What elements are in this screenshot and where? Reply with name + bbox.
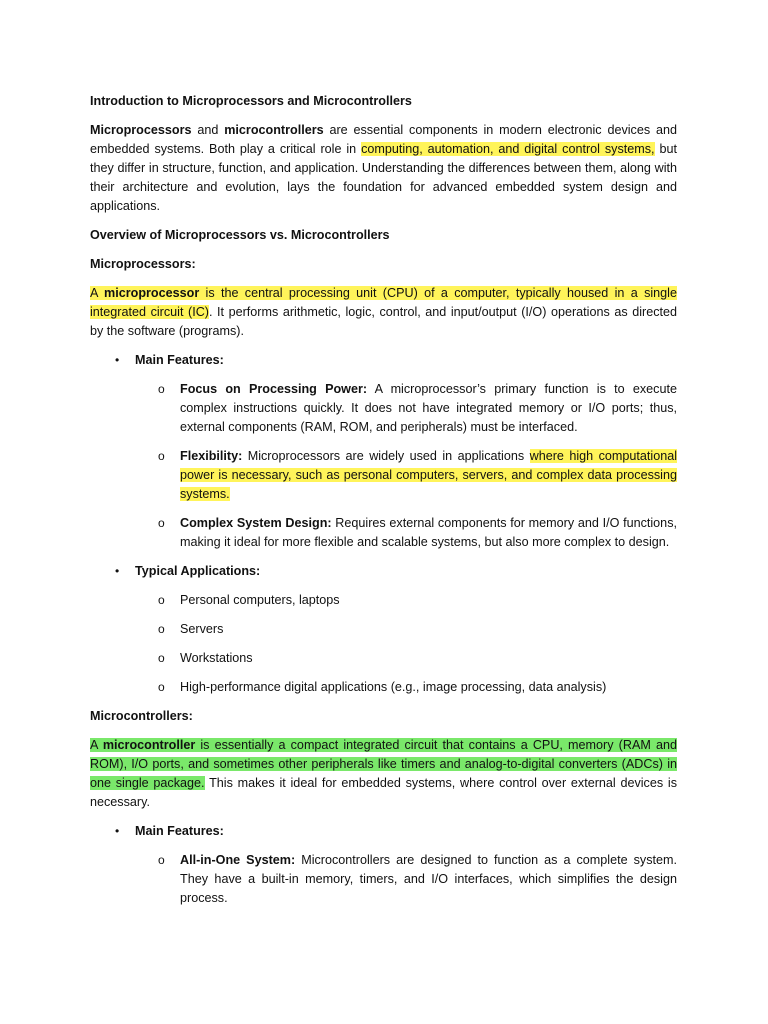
bullet-icon: •	[115, 564, 120, 578]
mp-feature-item: o Flexibility: Microprocessors are widely used in applications where high computational power is necessary, such as personal computers, servers, and complex data processing systems.	[158, 449, 678, 501]
overview-heading: Overview of Microprocessors vs. Microcontrollers	[90, 228, 390, 242]
circle-bullet-icon: o	[158, 449, 165, 463]
mp-main-features-label: Main Features:	[135, 353, 224, 367]
microcontroller-definition: A microcontroller is essentially a compact integrated circuit that contains a CPU, memory (RAM and ROM), I/O ports, and sometimes other peripherals like timers and analog-to-digital converters (ADCs) in one single package. This makes it ideal for embedded systems, where control over external devices is necessary.	[90, 738, 677, 809]
mp-app-item: o Servers	[90, 620, 677, 639]
bullet-icon: •	[115, 824, 120, 838]
mc-main-features-label: Main Features:	[135, 824, 224, 838]
doc-title: Introduction to Microprocessors and Microcontrollers	[90, 94, 412, 108]
microprocessor-definition-highlight: A microprocessor is the central processing unit (CPU) of a computer, typically housed in a single integrated circuit (IC)	[90, 286, 677, 319]
microcontrollers-heading: Microcontrollers:	[90, 709, 193, 723]
bullet-icon: •	[115, 353, 120, 367]
circle-bullet-icon: o	[158, 680, 165, 694]
mp-typical-apps-label: Typical Applications:	[135, 564, 261, 578]
circle-bullet-icon: o	[158, 853, 165, 867]
mc-feature-item: o All-in-One System: Microcontrollers are designed to function as a complete system. They have a built-in memory, timers, and I/O interfaces, which simplifies the design process.	[158, 853, 677, 905]
microprocessors-heading: Microprocessors:	[90, 257, 196, 271]
circle-bullet-icon: o	[158, 622, 165, 636]
circle-bullet-icon: o	[158, 593, 165, 607]
mp-feature-item: o Focus on Processing Power: A microprocessor’s primary function is to execute complex instructions quickly. It does not have integrated memory or I/O ports; thus, external components (RAM, ROM, and peripherals) must be interfaced.	[158, 382, 677, 434]
document-page	[90, 92, 677, 918]
mp-app-item: o High-performance digital applications (e.g., image processing, data analysis)	[90, 678, 677, 697]
flexibility-highlight: where high computational power is necessary, such as personal computers, servers, and complex data processing systems.	[180, 449, 678, 501]
circle-bullet-icon: o	[158, 651, 165, 665]
mc-main-features-item	[90, 822, 677, 841]
mp-typical-apps-item	[90, 562, 677, 581]
circle-bullet-icon: o	[158, 516, 165, 530]
mp-app-item: o Workstations	[90, 649, 677, 668]
intro-highlight: computing, automation, and digital control systems,	[361, 142, 655, 156]
circle-bullet-icon: o	[158, 382, 165, 396]
mp-feature-item: o Complex System Design: Requires external components for memory and I/O functions, making it ideal for more flexible and scalable systems, but also more complex to design.	[158, 516, 677, 549]
microprocessor-definition: A microprocessor is the central processing unit (CPU) of a computer, typically housed in a single integrated circuit (IC). It performs arithmetic, logic, control, and input/output (I/O) operations as directed by the software (programs).	[90, 286, 677, 338]
intro-bold-microprocessors: Microprocessors	[90, 123, 192, 137]
intro-paragraph: Microprocessors and microcontrollers are essential components in modern electronic devices and embedded systems. Both play a critical role in computing, automation, and digital control systems, but they differ in structure, function, and application. Understanding the differences between them, along with their architecture and evolution, lays the foundation for advanced embedded system design and applications.	[90, 123, 678, 213]
mp-app-item: o Personal computers, laptops	[90, 591, 677, 610]
microcontroller-definition-highlight: A microcontroller is essentially a compact integrated circuit that contains a CPU, memory (RAM and ROM), I/O ports, and sometimes other peripherals like timers and analog-to-digital converters (ADCs) in one single package.	[90, 738, 677, 790]
intro-bold-microcontrollers: microcontrollers	[224, 123, 324, 137]
mp-main-features-item	[90, 351, 677, 370]
